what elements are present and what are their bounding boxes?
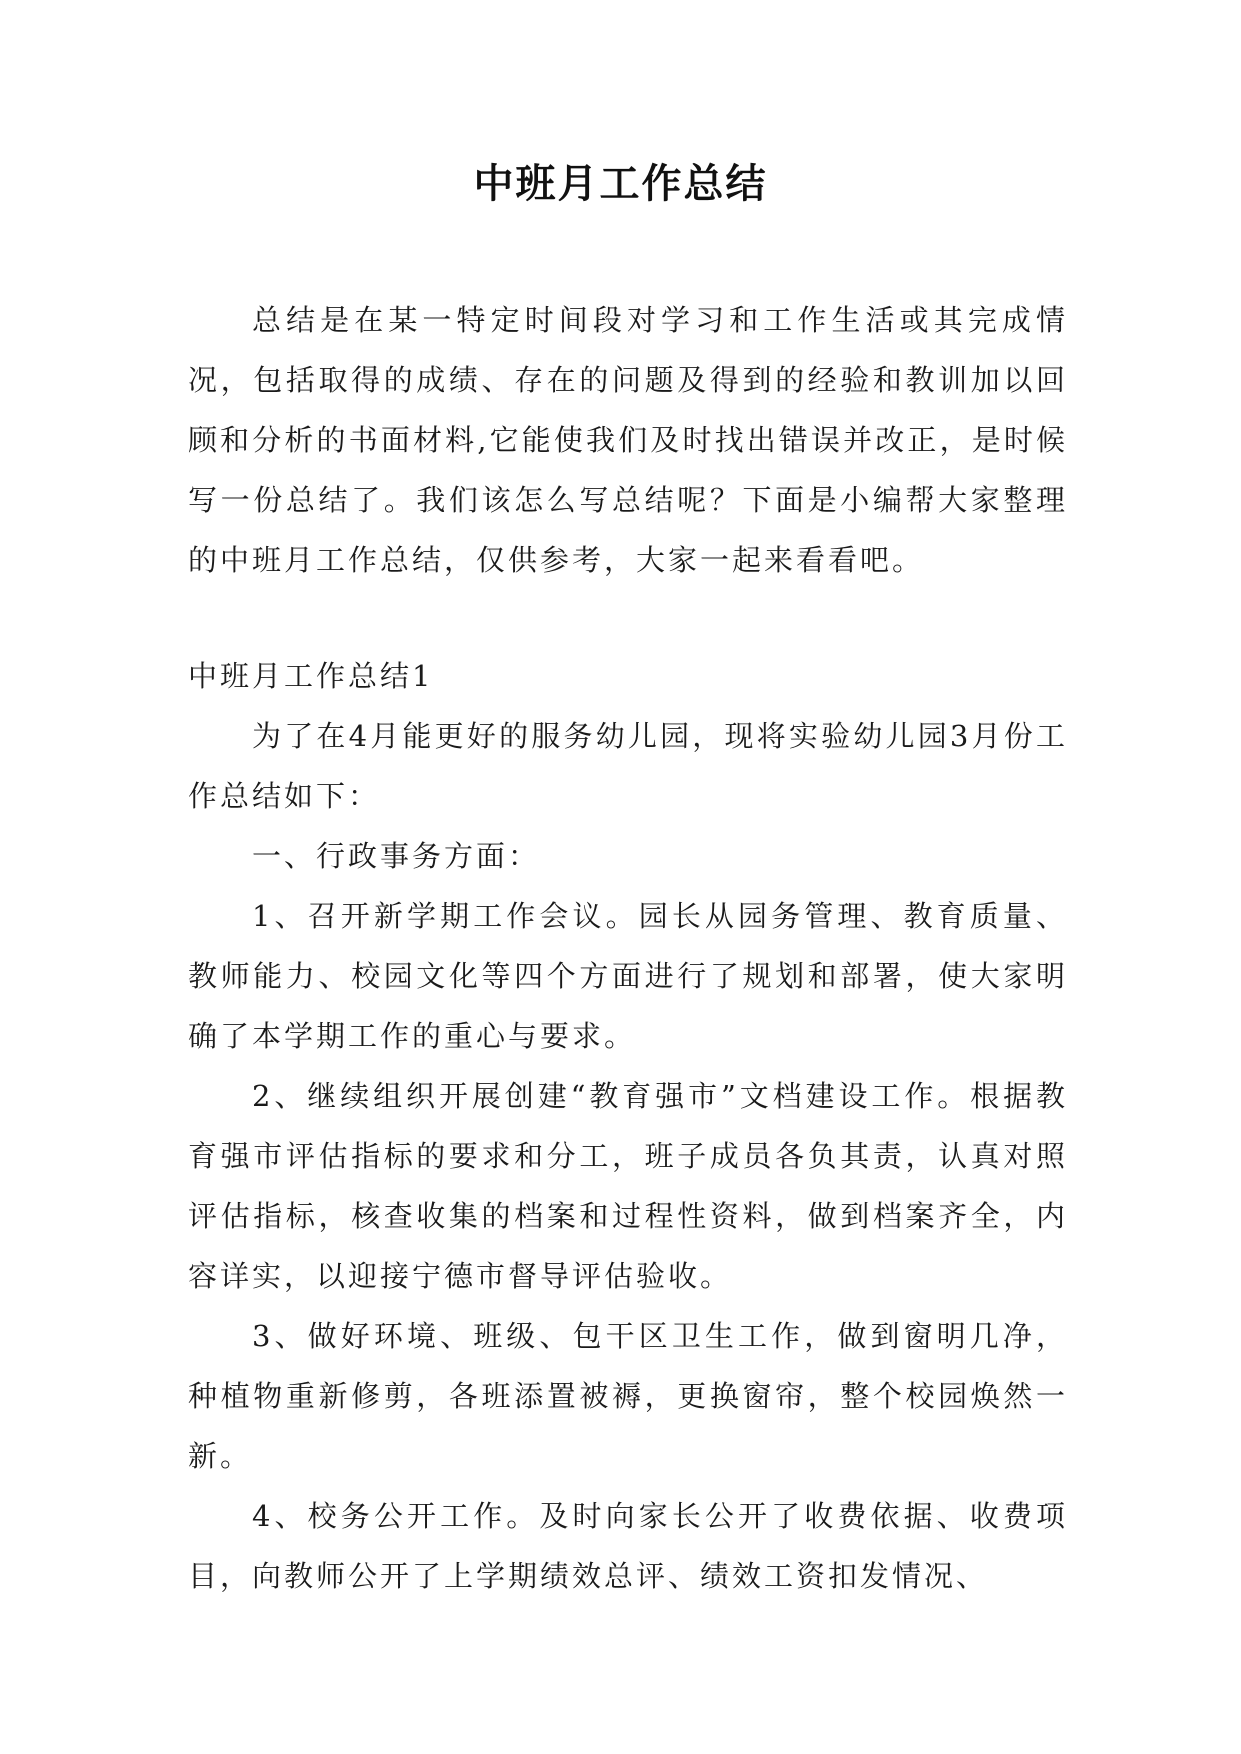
body-paragraph: 3、做好环境、班级、包干区卫生工作，做到窗明几净，种植物重新修剪，各班添置被褥，更换窗帘，整个校园焕然一新。 bbox=[188, 1319, 1068, 1473]
section-heading: 中班月工作总结1 bbox=[188, 659, 434, 693]
document-title: 中班月工作总结 bbox=[473, 161, 768, 207]
intro-paragraph: 总结是在某一特定时间段对学习和工作生活或其完成情况，包括取得的成绩、存在的问题及得到的经验和教训加以回顾和分析的书面材料,它能使我们及时找出错误并改正，是时候写一份总结了。我们该怎么写总结呢？下面是小编帮大家整理的中班月工作总结，仅供参考，大家一起来看看吧。 bbox=[188, 303, 1068, 577]
body-paragraph: 4、校务公开工作。及时向家长公开了收费依据、收费项目，向教师公开了上学期绩效总评、绩效工资扣发情况、 bbox=[188, 1499, 1068, 1593]
body-paragraph: 为了在4月能更好的服务幼儿园，现将实验幼儿园3月份工作总结如下： bbox=[188, 719, 1068, 813]
body-paragraph: 1、召开新学期工作会议。园长从园务管理、教育质量、教师能力、校园文化等四个方面进行了规划和部署，使大家明确了本学期工作的重心与要求。 bbox=[188, 899, 1068, 1053]
document-body bbox=[188, 290, 1068, 1606]
body-paragraph: 2、继续组织开展创建“教育强市”文档建设工作。根据教育强市评估指标的要求和分工，班子成员各负其责，认真对照评估指标，核查收集的档案和过程性资料，做到档案齐全，内容详实，以迎接宁德市督导评估验收。 bbox=[188, 1079, 1068, 1293]
body-paragraph: 一、行政事务方面： bbox=[252, 839, 541, 873]
